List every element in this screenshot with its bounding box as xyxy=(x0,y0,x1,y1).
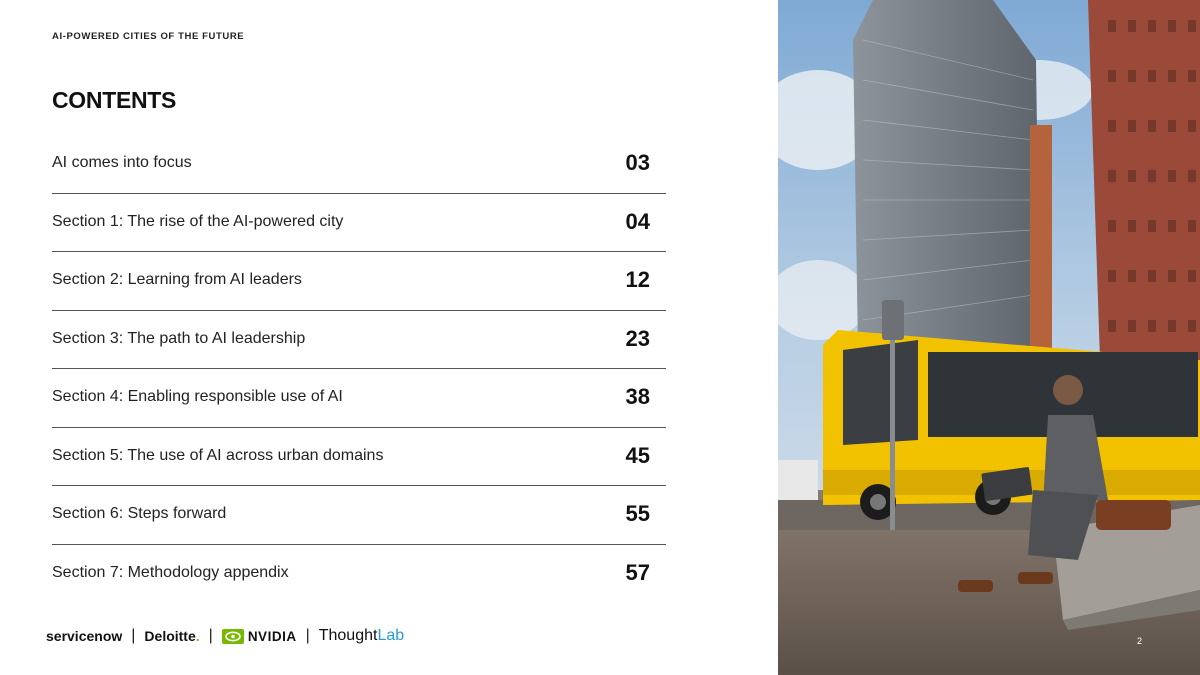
nvidia-logo: NVIDIA xyxy=(222,629,297,644)
partner-logos xyxy=(46,624,404,648)
thoughtlab-logo: Thought Lab xyxy=(318,627,405,644)
table-of-contents xyxy=(52,135,666,602)
toc-row-section-2[interactable] xyxy=(52,252,666,311)
toc-page-number: 04 xyxy=(625,208,650,234)
toc-page-number: 55 xyxy=(625,501,650,526)
nvidia-eye-icon xyxy=(222,629,244,644)
toc-row-section-7[interactable] xyxy=(52,545,666,603)
page-title: CONTENTS xyxy=(52,87,177,113)
toc-row-section-3[interactable] xyxy=(52,311,666,370)
toc-page-number: 03 xyxy=(625,150,650,175)
toc-label: Section 4: Enabling responsible use of AI xyxy=(52,388,343,405)
toc-row-intro[interactable] xyxy=(52,135,666,194)
logo-separator: | xyxy=(208,627,213,644)
toc-row-section-6[interactable] xyxy=(52,486,666,545)
toc-page-number: 38 xyxy=(625,384,650,409)
toc-row-section-5[interactable] xyxy=(52,428,666,487)
deloitte-logo: Deloitte . xyxy=(144,628,200,644)
toc-page-number: 23 xyxy=(625,325,650,351)
toc-label: Section 1: The rise of the AI-powered city xyxy=(52,212,344,230)
toc-label: Section 7: Methodology appendix xyxy=(52,563,289,581)
logo-separator: | xyxy=(131,627,136,644)
toc-row-section-1[interactable] xyxy=(52,194,666,253)
toc-page-number: 57 xyxy=(625,559,650,585)
toc-label: AI comes into focus xyxy=(52,154,192,171)
toc-label: Section 6: Steps forward xyxy=(52,505,227,522)
toc-page-number: 45 xyxy=(625,442,650,468)
toc-row-section-4[interactable] xyxy=(52,369,666,428)
toc-label: Section 2: Learning from AI leaders xyxy=(52,271,302,288)
report-kicker: AI-POWERED CITIES OF THE FUTURE xyxy=(52,31,245,42)
toc-label: Section 5: The use of AI across urban domains xyxy=(52,446,384,464)
servicenow-logo: servicenow xyxy=(46,628,123,644)
logo-separator: | xyxy=(305,627,310,644)
toc-page-number: 12 xyxy=(625,267,650,292)
page-number: 2 xyxy=(1137,636,1143,646)
toc-label: Section 3: The path to AI leadership xyxy=(52,329,306,347)
cover-photo-city-bus-businessman xyxy=(778,0,1200,675)
